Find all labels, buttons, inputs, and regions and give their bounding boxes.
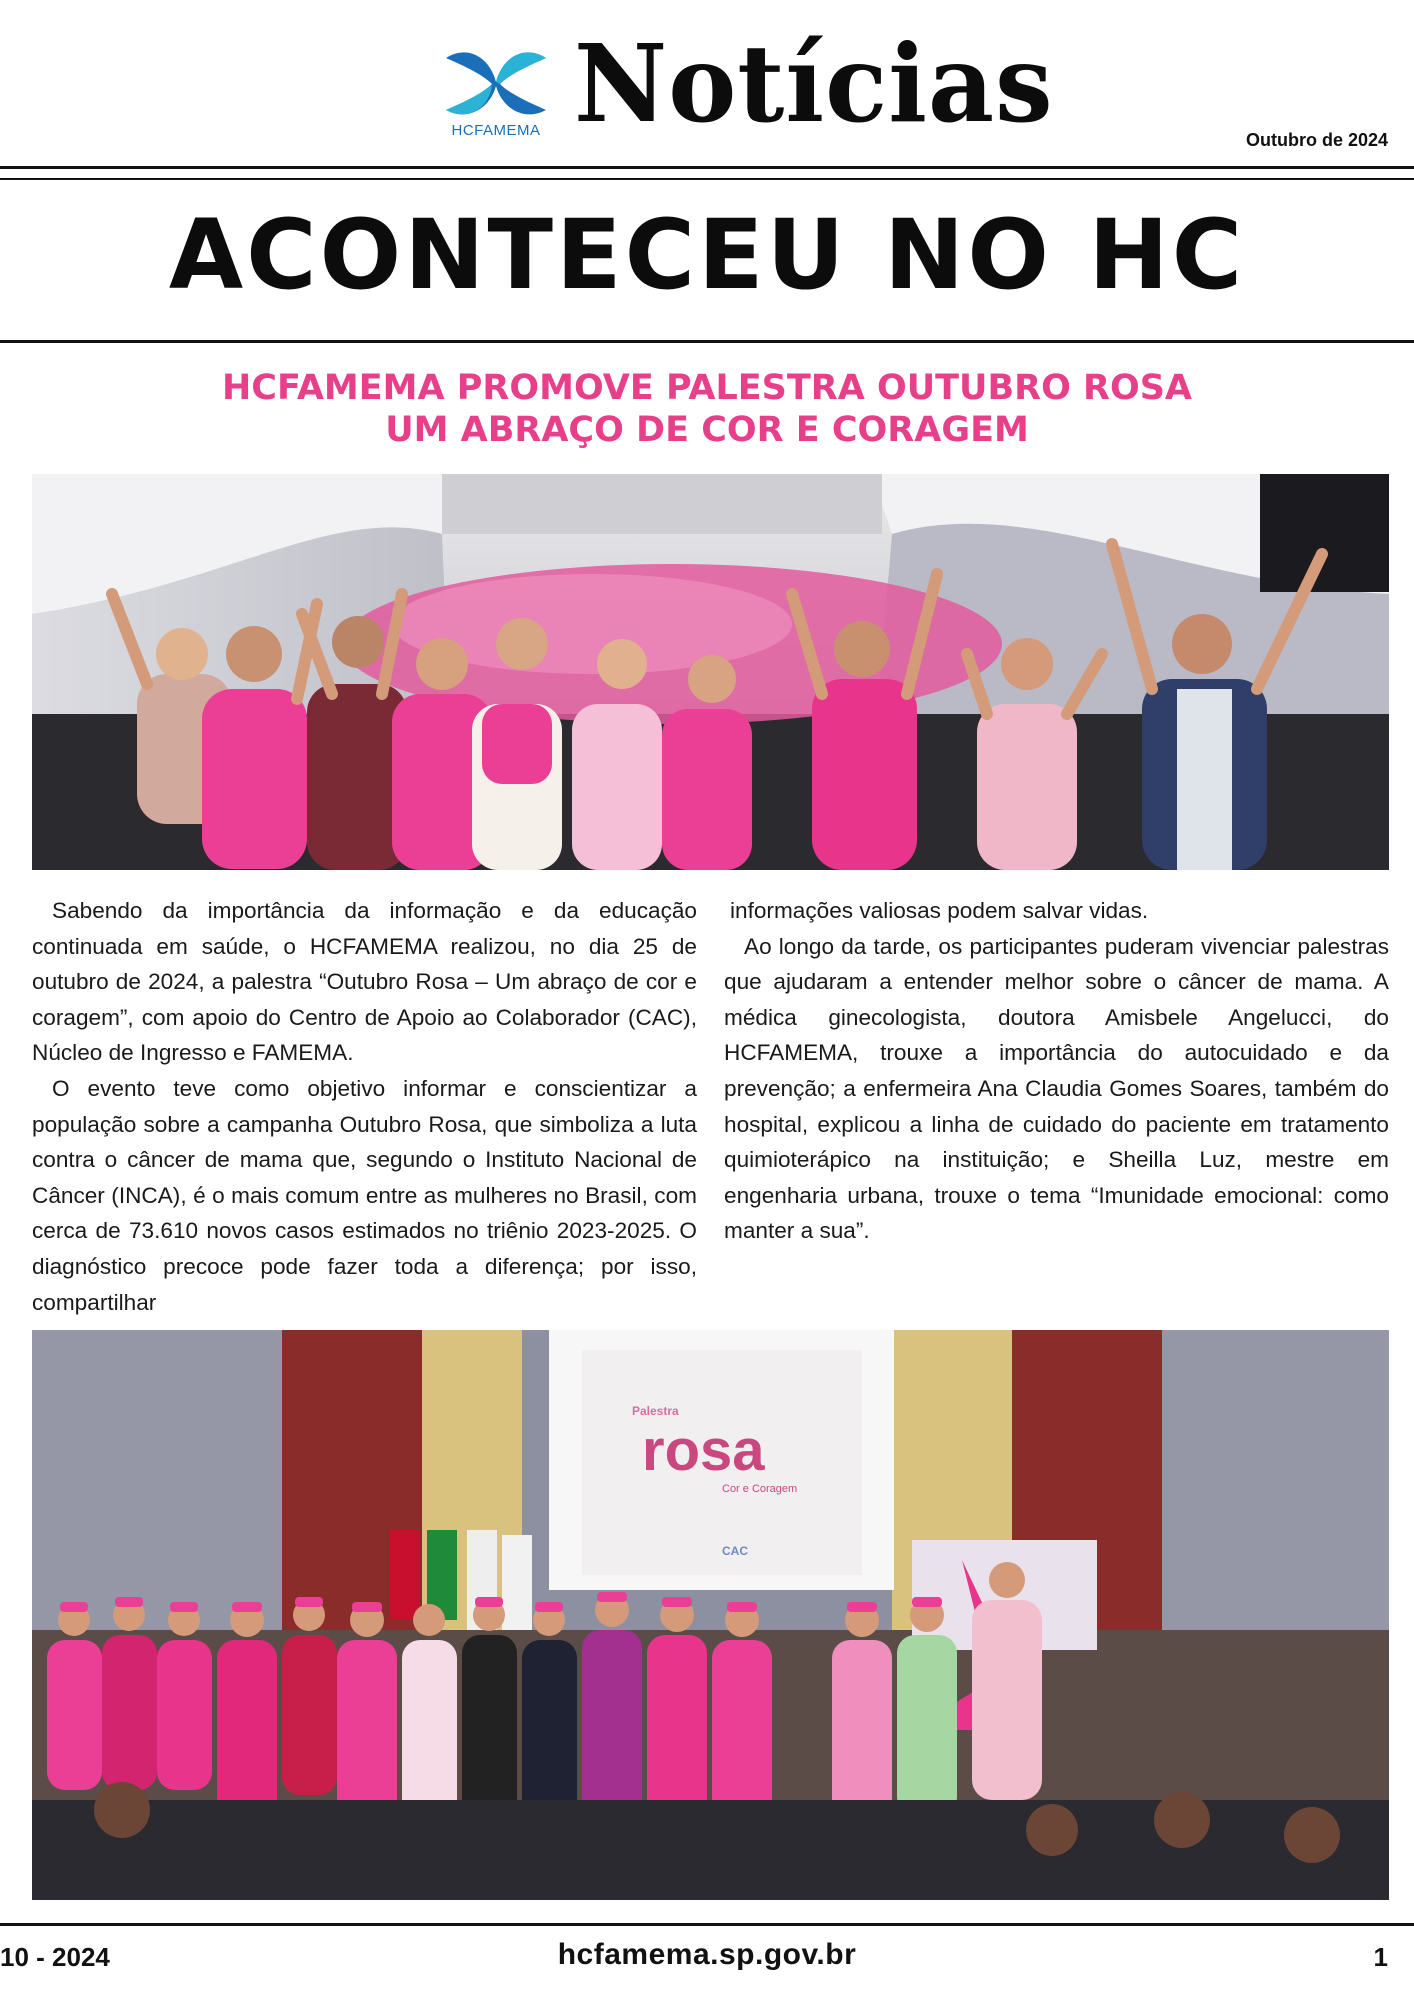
footer-rule bbox=[0, 1923, 1414, 1926]
section-title: ACONTECEU NO HC bbox=[168, 199, 1246, 311]
logo-text: HCFAMEMA bbox=[451, 122, 541, 139]
article-column-right bbox=[724, 893, 1389, 1249]
screen-big-text: rosa bbox=[642, 1418, 765, 1483]
footer-issue: 10 - 2024 bbox=[0, 1942, 110, 1972]
screen-small-text: Palestra bbox=[632, 1404, 679, 1418]
paragraph: Sabendo da importância da informação e da educação continuada em saúde, o HCFAMEMA realizou, no dia 25 de outubro de 2024, a palestra “Outubro Rosa – Um abraço de cor e coragem”, com apoio do Centro de Apoio ao Colaborador (CAC), Núcleo de Ingresso e FAMEMA. bbox=[32, 898, 697, 1066]
group-photo-auditorium bbox=[32, 474, 1389, 870]
screen-cac-text: CAC bbox=[722, 1544, 748, 1558]
masthead bbox=[0, 0, 1414, 170]
masthead-rule-thin bbox=[0, 178, 1414, 180]
paragraph: Ao longo da tarde, os participantes puderam vivenciar palestras que ajudaram a entender melhor sobre o câncer de mama. A médica ginecologista, doutora Amisbele Angelucci, do HCFAMEMA, trouxe a importância do autocuidado e da prevenção; a enfermeira Ana Claudia Gomes Soares, também do hospital, explicou a linha de cuidado do paciente em tratamento quimioterápico na instituição; e Sheilla Luz, mestre em engenharia urbana, trouxe o tema “Imunidade emocional: como manter a sua”. bbox=[724, 933, 1389, 1244]
headline-line-1: HCFAMEMA PROMOVE PALESTRA OUTUBRO ROSA bbox=[221, 368, 1193, 408]
masthead-rule-thick bbox=[0, 166, 1414, 169]
article-headline bbox=[0, 367, 1414, 451]
stage-photo bbox=[32, 1330, 1389, 1900]
headline-line-2: UM ABRAÇO DE COR E CORAGEM bbox=[385, 410, 1029, 450]
article-column-left bbox=[32, 893, 697, 1320]
stage-photo-illustration bbox=[32, 1330, 1389, 1900]
group-photo-illustration bbox=[32, 474, 1389, 870]
masthead-title: Notícias bbox=[574, 21, 1054, 148]
paragraph: informações valiosas podem salvar vidas. bbox=[730, 898, 1149, 923]
screen-sub-text: Cor e Coragem bbox=[722, 1483, 798, 1495]
hcfamema-logo bbox=[438, 44, 554, 140]
edition-date: Outubro de 2024 bbox=[1245, 130, 1388, 150]
paragraph: O evento teve como objetivo informar e conscientizar a população sobre a campanha Outubro Rosa, que simboliza a luta contra o câncer de mama que, segundo o Instituto Nacional de Câncer (INCA), é o mais comum entre as mulheres no Brasil, com cerca de 73.610 novos casos estimados no triênio 2023-2025. O diagnóstico precoce pode fazer toda a diferença; por isso, compartilhar bbox=[32, 1075, 697, 1315]
logo-mark-icon bbox=[438, 44, 554, 122]
page-number: 1 bbox=[1373, 1942, 1388, 1972]
section-rule bbox=[0, 340, 1414, 343]
footer-website-link[interactable]: hcfamema.sp.gov.br bbox=[557, 1938, 857, 1971]
